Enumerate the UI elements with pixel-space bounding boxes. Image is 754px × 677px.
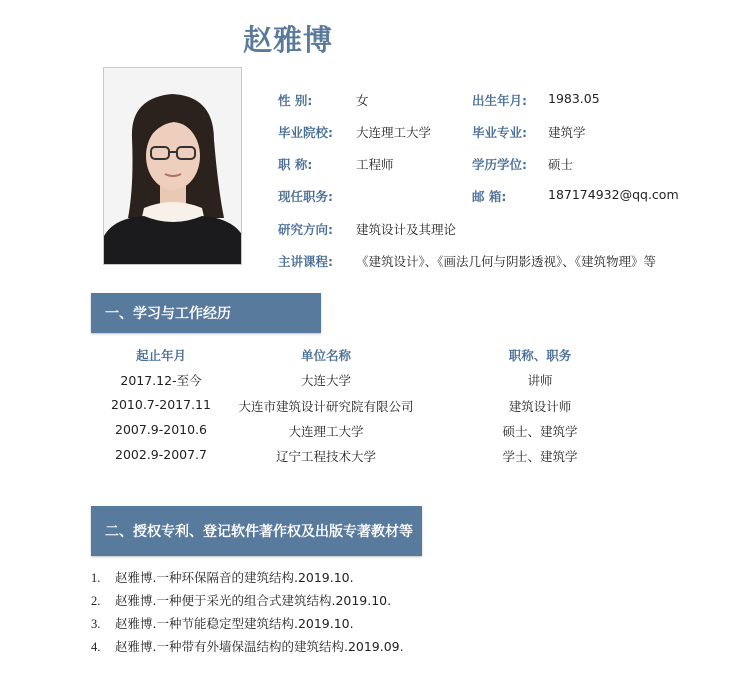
degree-label: 学历学位: (472, 157, 527, 172)
section-patents-header: 二、授权专利、登记软件著作权及出版专著教材等 (91, 506, 422, 556)
gender-value: 女 (356, 93, 369, 108)
row1-organization: 大连大学 (300, 373, 351, 388)
list-item-text: 赵雅博.一种带有外墙保温结构的建筑结构.2019.09. (115, 639, 404, 654)
courses-value: 《建筑设计》、《画法几何与阴影透视》、《建筑物理》等 (356, 254, 657, 269)
col-header-period: 起止年月 (135, 348, 186, 363)
courses-label: 主讲课程: (278, 254, 333, 269)
row3-organization: 大连理工大学 (288, 424, 364, 439)
list-item-number: 2. (91, 594, 101, 608)
list-item (91, 614, 354, 632)
list-item-number: 4. (91, 640, 101, 654)
title-value: 工程师 (356, 157, 394, 172)
col-header-organization: 单位名称 (300, 348, 351, 363)
row4-period: 2002.9-2007.7 (115, 447, 207, 462)
row3-period: 2007.9-2010.6 (115, 422, 207, 437)
col-header-position: 职称、职务 (508, 348, 572, 363)
school-value: 大连理工大学 (356, 125, 432, 140)
section-experience-header: 一、学习与工作经历 (91, 293, 321, 333)
research-value: 建筑设计及其理论 (356, 222, 457, 237)
list-item (91, 568, 354, 586)
birth-value: 1983.05 (548, 91, 600, 106)
email-label: 邮 箱: (472, 189, 507, 204)
birth-label: 出生年月: (472, 93, 527, 108)
position-label: 现任职务: (278, 189, 333, 204)
title-label: 职 称: (278, 157, 313, 172)
research-label: 研究方向: (278, 222, 333, 237)
list-item-text: 赵雅博.一种节能稳定型建筑结构.2019.10. (115, 616, 354, 631)
row3-position: 硕士、建筑学 (502, 424, 578, 439)
list-item (91, 637, 404, 655)
major-value: 建筑学 (548, 125, 586, 140)
list-item-number: 1. (91, 571, 101, 585)
list-item (91, 591, 391, 609)
degree-value: 硕士 (548, 157, 574, 172)
row4-organization: 辽宁工程技术大学 (275, 449, 376, 464)
list-item-text: 赵雅博.一种便于采光的组合式建筑结构.2019.10. (115, 593, 392, 608)
list-item-number: 3. (91, 617, 101, 631)
row4-position: 学士、建筑学 (502, 449, 578, 464)
portrait-image (104, 68, 242, 265)
email-value: 187174932@qq.com (548, 187, 679, 202)
row2-position: 建筑设计师 (508, 399, 572, 414)
row1-period: 2017.12-至今 (120, 373, 202, 388)
row2-organization: 大连市建筑设计研究院有限公司 (238, 399, 414, 414)
gender-label: 性 别: (278, 93, 313, 108)
row2-period: 2010.7-2017.11 (111, 397, 211, 412)
row1-position: 讲师 (527, 373, 553, 388)
list-item-text: 赵雅博.一种环保隔音的建筑结构.2019.10. (115, 570, 354, 585)
school-label: 毕业院校: (278, 125, 333, 140)
person-name: 赵雅博 (243, 23, 334, 57)
major-label: 毕业专业: (472, 125, 527, 140)
profile-photo (103, 67, 242, 265)
